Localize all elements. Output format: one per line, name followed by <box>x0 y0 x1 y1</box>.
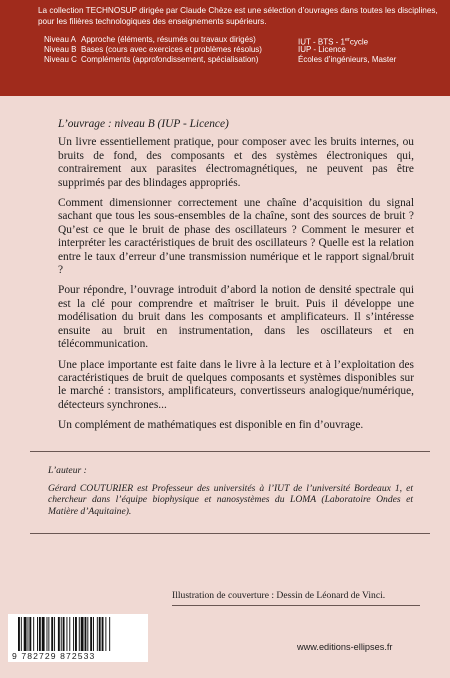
author-bio: Gérard COUTURIER est Professeur des universités à l’IUT de l’université Bordeaux 1, et chercheur dans l’équipe biophysique et nanosystèmes du LOMA (Laboratoire Ondes et Matière d’Aquitaine). <box>48 482 413 517</box>
illustration-credit: Illustration de couverture : Dessin de Léonard de Vinci. <box>172 590 386 601</box>
barcode-bars <box>18 617 138 651</box>
level-row <box>44 45 444 55</box>
barcode-bar <box>24 617 27 651</box>
barcode-bar <box>48 617 49 651</box>
barcode-bar <box>75 617 77 651</box>
level-target: Écoles d’ingénieurs, Master <box>298 55 397 64</box>
barcode-bar <box>21 617 22 651</box>
level-table <box>44 35 444 65</box>
level-name: Niveau B <box>44 45 77 54</box>
level-name: Niveau A <box>44 35 77 44</box>
barcode <box>8 614 148 662</box>
level-description: Compléments (approfondissement, spécialisation) <box>81 55 259 64</box>
book-level-heading: L’ouvrage : niveau B (IUP - Licence) <box>58 118 229 130</box>
divider <box>172 605 420 606</box>
barcode-bar <box>37 617 38 651</box>
level-row <box>44 35 444 45</box>
barcode-bar <box>33 617 34 651</box>
barcode-bar <box>81 617 84 651</box>
divider <box>30 451 430 452</box>
level-description: Bases (cours avec exercices et problèmes résolus) <box>81 45 262 54</box>
collection-intro: La collection TECHNOSUP dirigée par Claude Chèze est une sélection d’ouvrages dans toutes les disciplines, pour les filières technologiques des enseignements supérieurs. <box>38 6 438 26</box>
book-description <box>58 118 414 440</box>
barcode-bar <box>73 617 74 651</box>
barcode-digits: 9 782729 872533 <box>12 651 96 661</box>
barcode-bar <box>85 617 87 651</box>
barcode-bar <box>90 617 92 651</box>
level-target: IUP - Licence <box>298 45 346 54</box>
author-section <box>48 465 413 523</box>
barcode-bar <box>54 617 55 651</box>
barcode-bar <box>51 617 53 651</box>
barcode-bar <box>29 617 31 651</box>
barcode-bar <box>66 617 67 651</box>
barcode-bar <box>97 617 98 651</box>
description-paragraph: Un livre essentiellement pratique, pour composer avec les bruits internes, ou bruits de fond, des composants et des systèmes électroniques qui, contrairement aux parasites électromagnétiques, ne peuvent pas être supprimés par des blindages appropriés. <box>58 136 414 189</box>
collection-header <box>0 0 450 96</box>
description-paragraph: Pour répondre, l’ouvrage introduit d’abord la notion de densité spectrale qui est la clé pour comprendre et maîtriser le bruit. Puis il développe une modélisation du bruit dans les composants et amplificateurs. Il s’intéresse ensuite au bruit en instrumentation, dans les oscillateurs et en télécommunication. <box>58 284 414 351</box>
barcode-bar <box>69 617 70 651</box>
barcode-bar <box>61 617 62 651</box>
level-description: Approche (éléments, résumés ou travaux dirigés) <box>81 35 256 44</box>
level-target: IUT - BTS - 1ercycle <box>298 37 369 47</box>
level-row <box>44 55 444 65</box>
divider <box>30 533 430 534</box>
barcode-bar <box>99 617 101 651</box>
barcode-bar <box>105 617 106 651</box>
barcode-bar <box>102 617 104 651</box>
barcode-bar <box>18 617 20 651</box>
barcode-bar <box>39 617 41 651</box>
barcode-bar <box>28 617 29 651</box>
level-name: Niveau C <box>44 55 77 64</box>
barcode-bar <box>58 617 60 651</box>
publisher-website[interactable]: www.editions-ellipses.fr <box>297 642 393 652</box>
barcode-bar <box>63 617 65 651</box>
barcode-bar <box>109 617 110 651</box>
barcode-bar <box>87 617 88 651</box>
barcode-bar <box>79 617 80 651</box>
author-label: L’auteur : <box>48 465 87 476</box>
barcode-bar <box>42 617 45 651</box>
description-paragraph: Comment dimensionner correctement une chaîne d’acquisition du signal sachant que tous les sous-ensembles de la chaîne, sont des sources de bruit ? Qu’est ce que le bruit de phase des oscillateurs ? Comment le mesurer et interpréter les caractéristiques de bruit des oscillateurs ? Quelle est la relation entre le taux d’erreur d’une transmission numérique et le rapport signal/bruit ? <box>58 197 414 277</box>
description-paragraph: Une place importante est faite dans le livre à la lecture et à l’exploitation des caractéristiques de bruit de quelques composants et systèmes disponibles sur le marché : transistors, amplificateurs, convertisseurs analogique/numérique, détecteurs synchrones... <box>58 358 414 411</box>
barcode-bar <box>47 617 48 651</box>
description-paragraph: Un complément de mathématiques est disponible en fin d’ouvrage. <box>58 419 364 432</box>
barcode-bar <box>93 617 94 651</box>
